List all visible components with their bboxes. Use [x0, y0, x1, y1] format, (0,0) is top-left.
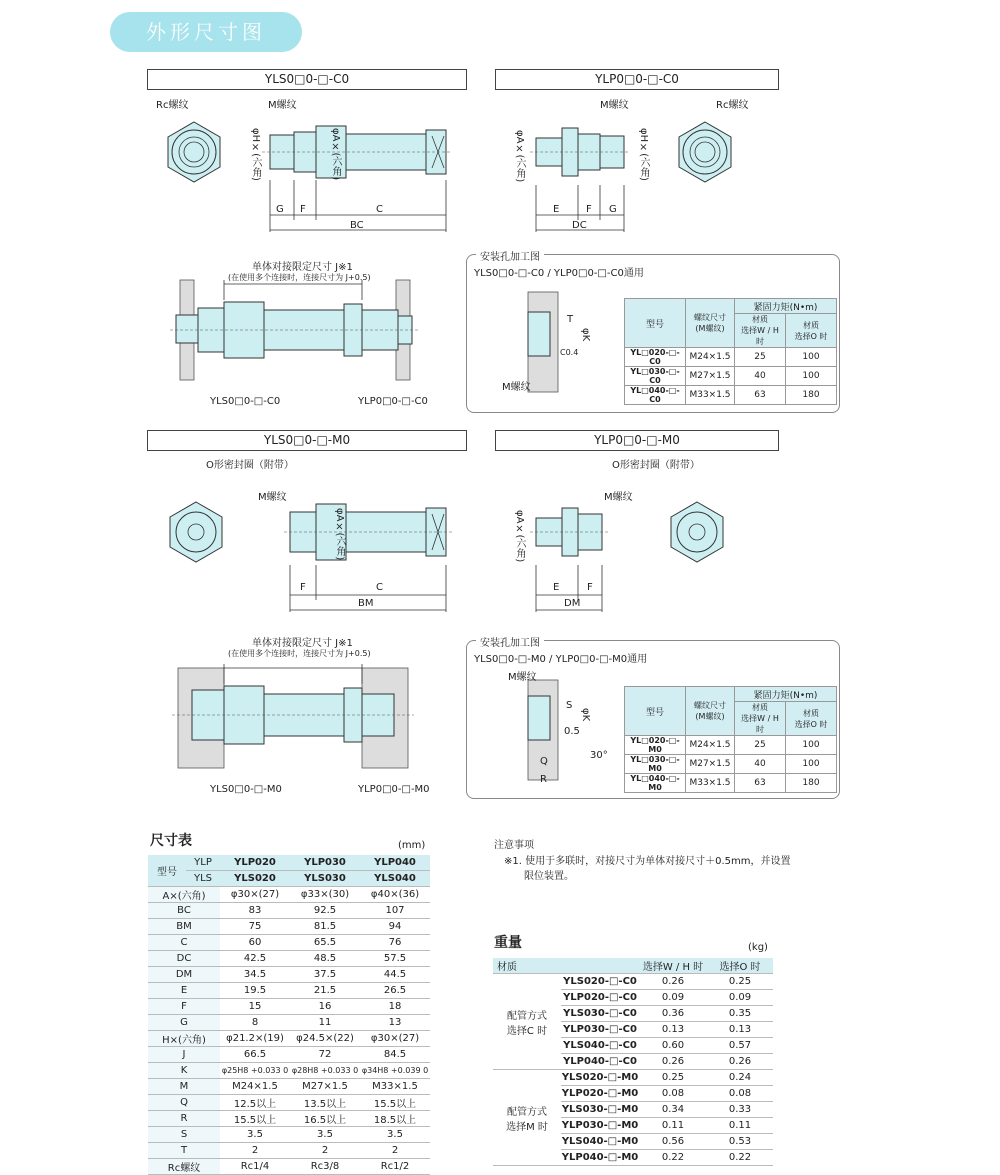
weight-table: 材质 选择W / H 时 选择O 时 配管方式 选择C 时 YLS020-□-C0 0.26 0.25 YLP020-□-C0 0.09 0.09 YLS030-□-C0 0.36 0.35 YLP030-□-C0 0.13 0.13 YLS040-□-C0 0.60 0.57 YLP040-□-C0 0.26 0.26 配管方式 选择M 时 YLS020-□-M0 0.25 0.24 YLP020-□-M0 0.08 0.08 YLS030-□-M0 0.34 0.33 YLP030-□-M0 0.11 0.11 YLS040-□-M0 0.56 0.53 YLP040-□-M0 0.22 0.22 [493, 958, 773, 1166]
yls-c0-side-view [262, 126, 452, 232]
label-c04: C0.4 [560, 348, 579, 357]
label-05: 0.5 [564, 726, 580, 737]
label-o-ring-p: O形密封圈（附带） [612, 460, 700, 471]
table-row: 配管方式 选择M 时 YLS020-□-M0 0.25 0.24 [493, 1070, 773, 1086]
th-mat-o: 材质 选择O 时 [786, 702, 837, 736]
table-row: YL□040-□-C0 M33×1.5 63 180 [625, 386, 837, 405]
mount-m0-m-label: M螺纹 [508, 672, 537, 683]
table-row: YLP030-□-C0 0.13 0.13 [493, 1022, 773, 1038]
label-ylp-c0-part: YLP0□0-□-C0 [358, 396, 428, 407]
dimension-table: 型号 YLP YLP020 YLP030 YLP040 YLS YLS020 YLS030 YLS040 A×(六角) φ30×(27) φ33×(30) φ40×(36) BC 83 92.5 107 BM 75 81.5 94 C 60 65.5 76 DC 42.5 48.5 57.5 DM 34.5 37.5 44.5 E 19.5 21.5 26.5 F 15 16 18 G 8 11 13 H×(六角) φ21.2×(19) φ24.5×(22) φ30×(27) J 66.5 72 84.5 K φ25H8 +0.033 0 φ28H8 +0.033 0 φ34H8 +0.039 0 M M24×1.5 M27×1.5 M33×1.5 Q 12.5以上 13.5以上 15.5以上 R 15.5以上 16.5以上 18.5以上 S 3.5 3.5 3.5 T 2 2 2 Rc螺纹 Rc1/4 Rc3/8 Rc1/2 [148, 855, 430, 1175]
label-yls-m0-part: YLS0□0-□-M0 [210, 784, 282, 795]
table-row: YL□040-□-M0 M33×1.5 63 180 [625, 774, 837, 793]
table-row: YLS030-□-C0 0.36 0.35 [493, 1006, 773, 1022]
label-hx-p: φH×(六角) [638, 128, 649, 181]
label-ax: φA×(六角) [330, 128, 341, 181]
label-f-p: F [586, 204, 592, 215]
title-ylp-c0: YLP0□0-□-C0 [495, 69, 779, 90]
page-banner: 外形尺寸图 [110, 12, 302, 52]
table-row: S 3.5 3.5 3.5 [148, 1127, 430, 1143]
table-row: H×(六角) φ21.2×(19) φ24.5×(22) φ30×(27) [148, 1031, 430, 1047]
table-row: YL□030-□-C0 M27×1.5 40 100 [625, 367, 837, 386]
label-r: R [540, 774, 547, 785]
label-hx: φH×(六角) [250, 128, 261, 181]
assembly-m0 [172, 664, 414, 768]
label-q: Q [540, 756, 548, 767]
table-row: DM 34.5 37.5 44.5 [148, 967, 430, 983]
label-e: E [553, 204, 560, 215]
notes-title: 注意事项 [494, 840, 534, 851]
th-thread: 螺纹尺寸 (M螺纹) [686, 299, 735, 348]
table-row: E 19.5 21.5 26.5 [148, 983, 430, 999]
label-m-thread-p: M螺纹 [600, 100, 629, 111]
mount-m0-sub: YLS0□0-□-M0 / YLP0□0-□-M0通用 [474, 654, 648, 665]
weight-title: 重量 [494, 935, 522, 951]
mount-c0-title: 安装孔加工图 [476, 248, 544, 263]
th-mat-wh: 材质 选择W / H 时 [735, 702, 786, 736]
table-row: J 66.5 72 84.5 [148, 1047, 430, 1063]
dims-model-label: 型号 [148, 855, 186, 887]
title-ylp-m0: YLP0□0-□-M0 [495, 430, 779, 451]
table-row: A×(六角) φ30×(27) φ33×(30) φ40×(36) [148, 887, 430, 903]
table-row: C 60 65.5 76 [148, 935, 430, 951]
mount-c0-m-label: M螺纹 [502, 382, 531, 393]
table-row: 配管方式 选择C 时 YLS020-□-C0 0.26 0.25 [493, 974, 773, 990]
table-row: YLP020-□-C0 0.09 0.09 [493, 990, 773, 1006]
label-dc: DC [572, 220, 587, 231]
table-row: K φ25H8 +0.033 0 φ28H8 +0.033 0 φ34H8 +0.039 0 [148, 1063, 430, 1079]
label-g: G [276, 204, 284, 215]
th-model: 型号 [625, 687, 686, 736]
th-mat-o: 材质 选择O 时 [786, 314, 837, 348]
label-bm: BM [358, 598, 374, 609]
label-m-thread-m0-p: M螺纹 [604, 492, 633, 503]
label-t: T [567, 314, 574, 325]
ylp-m0-end-view [671, 502, 723, 562]
table-row: R 15.5以上 16.5以上 18.5以上 [148, 1111, 430, 1127]
label-ax-p: φA×(六角) [514, 130, 525, 183]
th-thread: 螺纹尺寸 (M螺纹) [686, 687, 735, 736]
assembly-c0 [170, 280, 420, 380]
table-row: YLP030-□-M0 0.11 0.11 [493, 1118, 773, 1134]
table-row: BM 75 81.5 94 [148, 919, 430, 935]
table-row: YLS040-□-M0 0.56 0.53 [493, 1134, 773, 1150]
label-rc-thread: Rc螺纹 [156, 100, 189, 111]
th-torque: 紧固力矩(N•m) [735, 687, 837, 702]
yls-c0-end-view [168, 122, 220, 182]
ylp-c0-side-view [530, 128, 630, 232]
table-row: DC 42.5 48.5 57.5 [148, 951, 430, 967]
table-row: YLP040-□-C0 0.26 0.26 [493, 1054, 773, 1070]
th-torque: 紧固力矩(N•m) [735, 299, 837, 314]
label-bc: BC [350, 220, 364, 231]
table-row: YL□020-□-M0 M24×1.5 25 100 [625, 736, 837, 755]
label-o-ring: O形密封圈（附带） [206, 460, 294, 471]
table-row: BC 83 92.5 107 [148, 903, 430, 919]
title-yls-c0: YLS0□0-□-C0 [147, 69, 467, 90]
dims-unit: (mm) [398, 840, 426, 851]
label-f-m0: F [300, 582, 306, 593]
label-m-thread: M螺纹 [268, 100, 297, 111]
label-j-note-m0: (在使用多个连接时，连接尺寸为 J+0.5) [228, 649, 371, 658]
label-rc-thread-p: Rc螺纹 [716, 100, 749, 111]
mount-m0-title: 安装孔加工图 [476, 634, 544, 649]
title-yls-m0: YLS0□0-□-M0 [147, 430, 467, 451]
th-mat-wh: 材质 选择W / H 时 [735, 314, 786, 348]
label-c: C [376, 204, 383, 215]
table-row: YLS040-□-C0 0.60 0.57 [493, 1038, 773, 1054]
label-j-title: 单体对接限定尺寸 J※1 [252, 262, 353, 273]
label-m-thread-m0: M螺纹 [258, 492, 287, 503]
weight-group-m: 配管方式 选择M 时 [493, 1070, 561, 1166]
table-row: F 15 16 18 [148, 999, 430, 1015]
notes-line-2: 限位装置。 [524, 871, 574, 882]
label-ax-m0: φA×(六角) [334, 508, 345, 561]
label-g-p: G [609, 204, 617, 215]
weight-group-c: 配管方式 选择C 时 [493, 974, 561, 1070]
table-row: G 8 11 13 [148, 1015, 430, 1031]
table-row: T 2 2 2 [148, 1143, 430, 1159]
notes-line-1: ※1. 使用于多联时，对接尺寸为单体对接尺寸＋0.5mm，并设置 [504, 856, 791, 867]
weight-unit: (kg) [748, 942, 768, 953]
torque-table-c0 [624, 298, 837, 405]
label-e-m0: E [553, 582, 560, 593]
table-row: Rc螺纹 Rc1/4 Rc3/8 Rc1/2 [148, 1159, 430, 1175]
torque-table-m0 [624, 686, 837, 793]
ylp-m0-side-view [530, 508, 608, 612]
table-row: M M24×1.5 M27×1.5 M33×1.5 [148, 1079, 430, 1095]
mount-c0-sub: YLS0□0-□-C0 / YLP0□0-□-C0通用 [474, 268, 644, 279]
table-row: YL□020-□-C0 M24×1.5 25 100 [625, 348, 837, 367]
label-s: S [566, 700, 573, 711]
label-ylp-m0-part: YLP0□0-□-M0 [358, 784, 430, 795]
label-f: F [300, 204, 306, 215]
table-row: YL□030-□-M0 M27×1.5 40 100 [625, 755, 837, 774]
label-j-note: (在使用多个连接时，连接尺寸为 J+0.5) [228, 273, 371, 282]
ylp-c0-end-view [679, 122, 731, 182]
table-row: YLS030-□-M0 0.34 0.33 [493, 1102, 773, 1118]
label-ax-m0-p: φA×(六角) [514, 510, 525, 563]
yls-m0-side-view [284, 504, 452, 612]
label-c-m0: C [376, 582, 383, 593]
table-row: Q 12.5以上 13.5以上 15.5以上 [148, 1095, 430, 1111]
label-k-m0: φK [580, 708, 591, 722]
label-yls-c0-part: YLS0□0-□-C0 [210, 396, 281, 407]
table-row: YLP040-□-M0 0.22 0.22 [493, 1150, 773, 1166]
label-j-title-m0: 单体对接限定尺寸 J※1 [252, 638, 353, 649]
label-k: φK [580, 328, 591, 342]
dims-title: 尺寸表 [150, 833, 192, 849]
table-row: YLP020-□-M0 0.08 0.08 [493, 1086, 773, 1102]
label-f-m0-p: F [587, 582, 593, 593]
th-model: 型号 [625, 299, 686, 348]
yls-m0-end-view [170, 502, 222, 562]
label-30deg: 30° [590, 750, 608, 761]
label-dm: DM [564, 598, 581, 609]
